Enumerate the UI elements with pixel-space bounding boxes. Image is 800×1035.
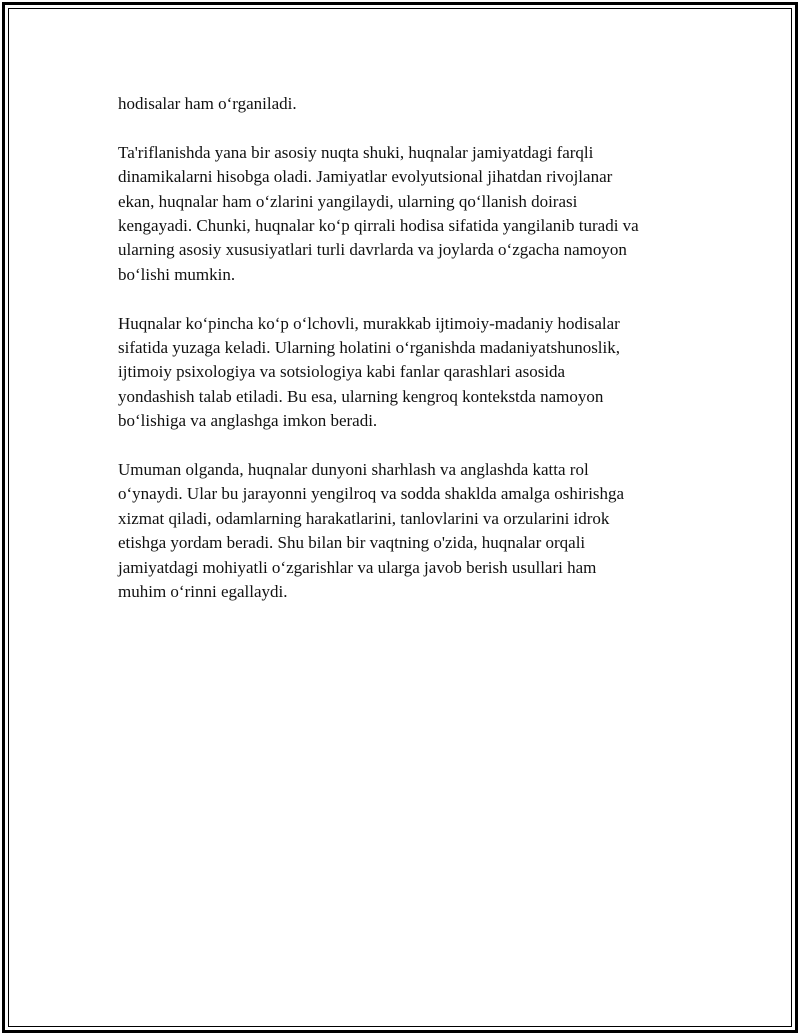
paragraph-continuation [118, 92, 692, 116]
document-body [118, 92, 692, 629]
text-line: sifatida yuzaga keladi. Ularning holatini o‘rganishda madaniyatshunoslik, [118, 338, 621, 358]
text-line: Ta'riflanishda yana bir asosiy nuqta shuki, huqnalar jamiyatdagi farqli [118, 142, 594, 162]
text-line: muhim o‘rinni egallaydi. [118, 582, 288, 602]
text-line: xizmat qiladi, odamlarning harakatlarini, tanlovlarini va orzularini idrok [118, 508, 610, 528]
text-line: Umuman olganda, huqnalar dunyoni sharhlash va anglashda katta rol [118, 460, 589, 480]
text-line: kengayadi. Chunki, huqnalar ko‘p qirrali hodisa sifatida yangilanib turadi va [118, 216, 639, 236]
text-line: jamiyatdagi mohiyatli o‘zgarishlar va ularga javob berish usullari ham [118, 557, 597, 577]
text-line: dinamikalarni hisobga oladi. Jamiyatlar evolyutsional jihatdan rivojlanar [118, 167, 613, 187]
text-line: etishga yordam beradi. Shu bilan bir vaqtning o'zida, huqnalar orqali [118, 533, 586, 553]
text-line: bo‘lishi mumkin. [118, 264, 236, 284]
text-line: o‘ynaydi. Ular bu jarayonni yengilroq va sodda shaklda amalga oshirishga [118, 484, 625, 504]
paragraph-conclusion [118, 458, 692, 604]
paragraph-multidimensional [118, 312, 692, 434]
text-line: ularning asosiy xususiyatlari turli davrlarda va joylarda o‘zgacha namoyon [118, 240, 627, 260]
text-line: yondashish talab etiladi. Bu esa, ularning kengroq kontekstda namoyon [118, 386, 604, 406]
paragraph-definition [118, 141, 692, 287]
text-line: ekan, huqnalar ham o‘zlarini yangilaydi, ularning qo‘llanish doirasi [118, 191, 578, 211]
text-line: Huqnalar ko‘pincha ko‘p o‘lchovli, murakkab ijtimoiy-madaniy hodisalar [118, 313, 620, 333]
text-line: bo‘lishiga va anglashga imkon beradi. [118, 411, 378, 431]
text-line: ijtimoiy psixologiya va sotsiologiya kabi fanlar qarashlari asosida [118, 362, 566, 382]
text-line: hodisalar ham o‘rganiladi. [118, 94, 297, 113]
